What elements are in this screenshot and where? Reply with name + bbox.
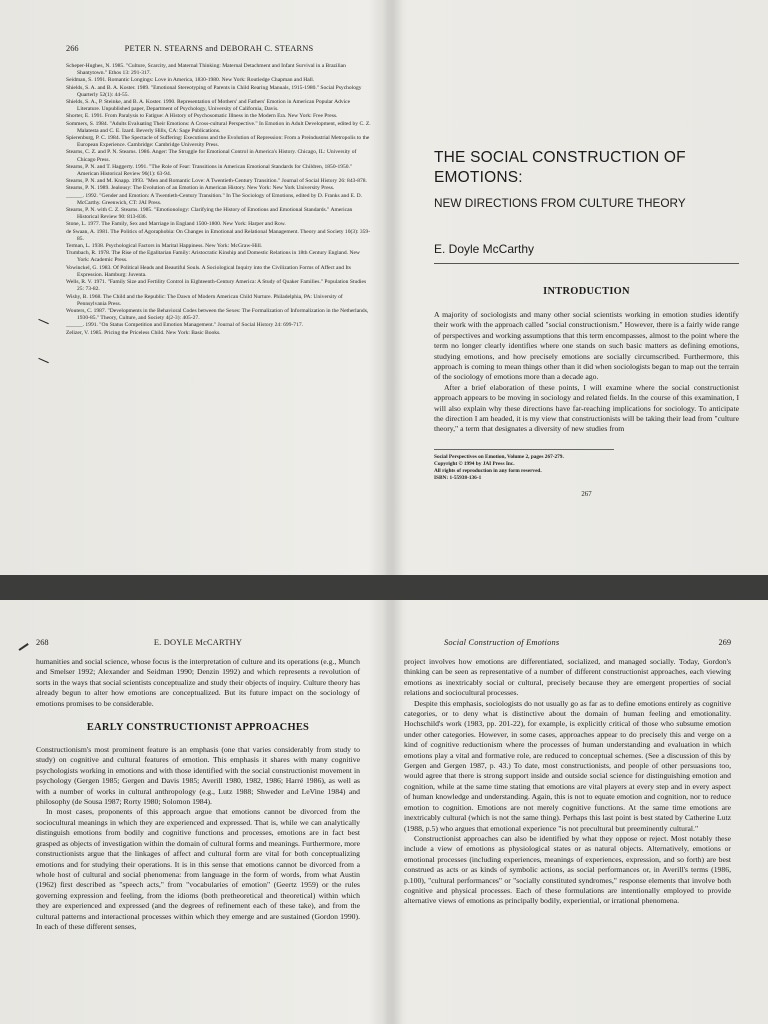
running-head-title: Social Construction of Emotions: [444, 638, 560, 647]
reference-entry: Sommers, S. 1984. "Adults Evaluating Their Emotions: A Cross-cultural Perspective." In Emotion in Adult Development, edited by C. Z. Malatesta and C. E. Izard. Beverly Hills, CA: Sage Publications.: [66, 120, 371, 134]
pencil-mark: [38, 358, 49, 364]
body-paragraph-1: humanities and social science, whose focus is the interpretation of culture and its operations (e.g., Munch and Smelser 1992; Alexander and Seidman 1990; Denzin 1992) and which represents a revolution of sorts in the ways that social scientists conceptualize and study their objects of inquiry. Culture theory has already begun to alter how emotions are conceptualized. But its future impact on the sociology of emotions promises to be considerable.: [36, 657, 360, 708]
reference-entry: ______. 1992. "Gender and Emotion: A Twentieth-Century Transition." In The Sociology of Emotions, edited by D. Franks and E. D. McCarthy. Greenwich, CT: JAI Press.: [66, 192, 363, 206]
pencil-mark: [38, 319, 49, 325]
reference-entry: Vowinckel, G. 1983. Of Political Heads and Beautiful Souls. A Sociological Inquiry into the Civilization Forms of Affect and Its Expression. Hamburg: Juventa.: [66, 264, 351, 278]
running-header: [66, 44, 372, 53]
page-number: 269: [718, 638, 731, 647]
running-header: [36, 638, 360, 647]
body-paragraph-3: Constructionist approaches can also be identified by what they oppose or reject. Most notably these include a view of emotions as physiological states or as natural objects. Alternatively, emotions or emotional processes (including experiences, meanings of experiences, expression, and so forth) are best construed as acts or as kinds of symbolic actions, as social performances or, in Averill's terms (1986, p.100), "cultural performances" or "socially constituted syndromes," response elements that involve both cognitive and physical processes. Each of these formulations are intentionally employed to provide alternative views of emotions as principally bodily, experiential, or irrational phenomena.: [404, 833, 731, 906]
running-head-authors: PETER N. STEARNS and DEBORAH C. STEARNS: [124, 44, 314, 53]
article-subtitle: NEW DIRECTIONS FROM CULTURE THEORY: [434, 196, 686, 210]
reference-entry: Wouters, C. 1987. "Developments in the Behavioral Codes between the Sexes: The Formalization of Informalization in the Netherlands, 1930-85." Theory, Culture, and Society 4(2-3): 405-27.: [66, 307, 369, 322]
reference-entry: Stearns, P. N. with C. Z. Stearns. 1985. "Emotionology: Clarifying the History of Emotions and Emotional Standards." American Historical Review 90: 813-836.: [66, 207, 353, 221]
book-gutter: [383, 0, 403, 575]
reference-entry: Scheper-Hughes, N. 1985. "Culture, Scarcity, and Maternal Thinking: Maternal Detachment and Infant Survival in a Brazilian Shantytown." Ethos 13: 291-317.: [66, 63, 346, 77]
section-heading-introduction: INTRODUCTION: [543, 286, 630, 297]
body-paragraph-2: Despite this emphasis, sociologists do not usually go as far as to define emotions entirely as cognitive categories, or to deny what is distinctive about the domain of human feeling and emotionality. Hochschild's work (1983, pp. 201-22), for example, is explicitly critical of those who subsume emotion under other categories. However, in some cases, approaches appear to do precisely this and verge on a kind of cognitive reductionism where the processes of human understanding and evaluation in which emotions play a vital and formative role, are reduced to conceptual schemes. (See a discussion of this by Gergen and Gergen 1987, p. 43.) To date, most constructionists, and people of other persuasions too, would agree that there is strong support inside and outside social science for distinguishing emotion and cognition, while at the same time stating that emotions are vital players at every step and in every aspect of human knowledge and understanding. Again, this is not to equate emotion and cognition, nor to reduce emotion to cognition. Emotions are not merely cognitive functions. At the same time emotions are inextricably cultural (which is not the same thing). Perhaps this last point is best stated by Catherine Lutz (1988, p.5) who argues that emotional experience "is not precultural but preeminently cultural.": [404, 698, 731, 833]
footnote-rule: [434, 449, 614, 450]
reference-entry: Wells, R. V. 1971. "Family Size and Fertility Control in Eighteenth-Century America: A Study of Quaker Families." Population Studies 25: 73-82.: [66, 279, 367, 293]
section-heading-early-constructionist: EARLY CONSTRUCTIONIST APPROACHES: [86, 722, 310, 734]
reference-entry: Shields, S. A. and B. A. Koster. 1989. "Emotional Stereotyping of Parents in Child Rearing Manuals, 1915-1980." Social Psychology Quarterly 52(1): 44-55.: [66, 84, 362, 98]
intro-paragraph-2: After a brief elaboration of these points, I will examine where the social constructionist approach appears to be moving in sociology and related fields. In the course of this examination, I will also explain why these directions have far-reaching implications for sociology. To anticipate the direction I am headed, it is my view that constructionists will be taking their lead from "culture theory," a term that designates a diversity of new studies from: [434, 382, 739, 434]
running-head-author: E. DOYLE McCARTHY: [153, 638, 243, 647]
reference-entry: Stearns, P. N. and M. Knapp. 1993. "Men and Romantic Love: A Twentieth-Century Transition." Journal of Social History 26: 843-878.: [66, 178, 367, 185]
body-paragraph-1: project involves how emotions are differentiated, socialized, and managed socially. Today, Gordon's thinking can be seen as representative of a number of different constructionist approaches, each viewing emotions as inextricably social or cultural, precisely because they are emergent properties of social relations and sociocultural processes.: [404, 657, 731, 698]
page-267: [434, 148, 739, 504]
page-266: [66, 44, 372, 337]
reference-entry: Wishy, B. 1968. The Child and the Republic: The Dawn of Modern American Child Nurture. Philadelphia, PA: University of Pennsylvania Press.: [66, 293, 343, 307]
page-269: [404, 638, 731, 907]
bottom-page-spread: [0, 600, 768, 1024]
reference-entry: ______. 1991. "On Status Competition and Emotion Management." Journal of Social History 24: 699-717.: [66, 322, 304, 329]
reference-entry: Trumbach, R. 1978. The Rise of the Egalitarian Family: Aristocratic Kinship and Domestic Relations in 18th Century England. New York: Academic Press.: [66, 250, 360, 264]
body-paragraph-2: Constructionism's most prominent feature is an emphasis (one that varies considerably from study to study) on cognitive and cultural features of emotion. This emphasis it shares with many cognitive psychologists working in emotions and with those identified with the social constructionist movement in psychology (Gergen 1985; Gergen and Davis 1985; Averill 1980, 1982, 1986; Harré 1986), as well as with a number of works in cultural anthropology (e.g., Lutz 1988; Shweder and LeVine 1984) and philosophy (de Sousa 1987; Rorty 1980; Solomon 1984).: [36, 745, 360, 807]
reference-entry: Shorter, E. 1991. From Paralysis to Fatigue: A History of Psychosomatic Illness in the Modern Era. New York: Free Press.: [66, 113, 338, 120]
reference-entry: Stone, L. 1977. The Family, Sex and Marriage in England 1500-1800. New York: Harper and Row.: [66, 221, 286, 228]
reference-entry: Terman, L. 1938. Psychological Factors in Marital Happiness. New York: McGraw-Hill.: [66, 243, 263, 250]
reference-entry: Stearns, P. N. 1989. Jealousy: The Evolution of an Emotion in American History. New York: New York University Press.: [66, 185, 335, 192]
reference-entry: Stearns, P. N. and T. Haggerty. 1991. "The Role of Fear: Transitions in American Emotional Standards for Children, 1850-1950." American Historical Review 96(1): 63-94.: [66, 163, 353, 178]
intro-paragraph-1: A majority of sociologists and many other social scientists working in emotion studies identify their work with the approach called "social constructionism." However, there is a fairly wide range of perspectives and working assumptions that this term encompasses, almost to the point where the term no longer clearly identifies where one stands on such basic matters as defining emotions, studying emotions, and how precisely emotions are socially circumscribed. Furthermore, this approach is coming to mean things other than it did when sociologists began to map out the terrain of the sociology of emotions more than a decade ago.: [434, 310, 739, 382]
reference-list: [66, 63, 372, 337]
page-268: [36, 638, 360, 932]
title-rule: [434, 263, 739, 264]
reference-entry: Seidman, S. 1991. Romantic Longings: Love in America, 1830-1980. New York: Routledge Chapman and Hall.: [66, 77, 315, 84]
copyright-footnote: Social Perspectives on Emotion, Volume 2, pages 267-279. Copyright © 1994 by JAI Press Inc. All rights of reproduction in any form reserved. ISBN: 1-55938-136-1: [434, 453, 564, 482]
reference-entry: de Swaan, A. 1981. The Politics of Agoraphobia: On Changes in Emotional and Relational Management. Theory and Society 10(3): 359-85.: [66, 228, 371, 242]
page-number: 267: [581, 490, 592, 498]
author-name: E. Doyle McCarthy: [434, 242, 535, 256]
article-title-line-2: EMOTIONS:: [434, 169, 523, 186]
page-number: 266: [66, 44, 79, 53]
reference-entry: Shields, S. A., P. Steinke, and B. A. Koster. 1990. Representation of Mothers' and Fathers' Emotion in American Popular Advice Literature. Unpublished paper, Department of Psychology, University of California, Davis.: [66, 99, 351, 113]
page-number: 268: [36, 638, 49, 647]
body-paragraph-3: In most cases, proponents of this approach argue that emotions cannot be divorced from the sociocultural meanings in which they are experienced and expressed. That is, while we can analytically distinguish emotions from bodily and cognitive functions and processes, emotions are in fact best grasped as objects of investigation within the domain of cultural forms and meanings. Furthermore, more constructionists argue that the linkages of affect and cultural form are vital for both conceptualizing emotions and for studying their operations. It is in this sense that emotions cannot be divorced from a whole host of cultural and social phenomena: from language in the form of words, from what Austin (1962) first described as "speech acts," from "vocabularies of emotion" (Geertz 1959) or the rules governing expression and feeling, from the idioms (both pretheoretical and theoretical) within which they are experienced and expressed (and the degrees of refinement each of these take), and from the cultural patterns and interactional processes within which they emerge and are sustained (Gordon 1990). In each of these different senses,: [36, 807, 360, 931]
reference-entry: Spierenburg, P. C. 1984. The Spectacle of Suffering: Executions and the Evolution of Repression: From a Preindustrial Metropolis to the European Experience. Cambridge: Cambridge University Press.: [66, 135, 370, 149]
reference-entry: Stearns, C. Z. and P. N. Stearns. 1986. Anger: The Struggle for Emotional Control in America's History. Chicago, IL: University of Chicago Press.: [66, 149, 357, 163]
book-gutter: [383, 600, 403, 1024]
running-header: [404, 638, 731, 647]
article-title-line-1: THE SOCIAL CONSTRUCTION OF: [434, 149, 686, 166]
pencil-mark: [18, 643, 28, 650]
reference-entry: Zelizer, V. 1985. Pricing the Priceless Child. New York: Basic Books.: [66, 329, 221, 336]
